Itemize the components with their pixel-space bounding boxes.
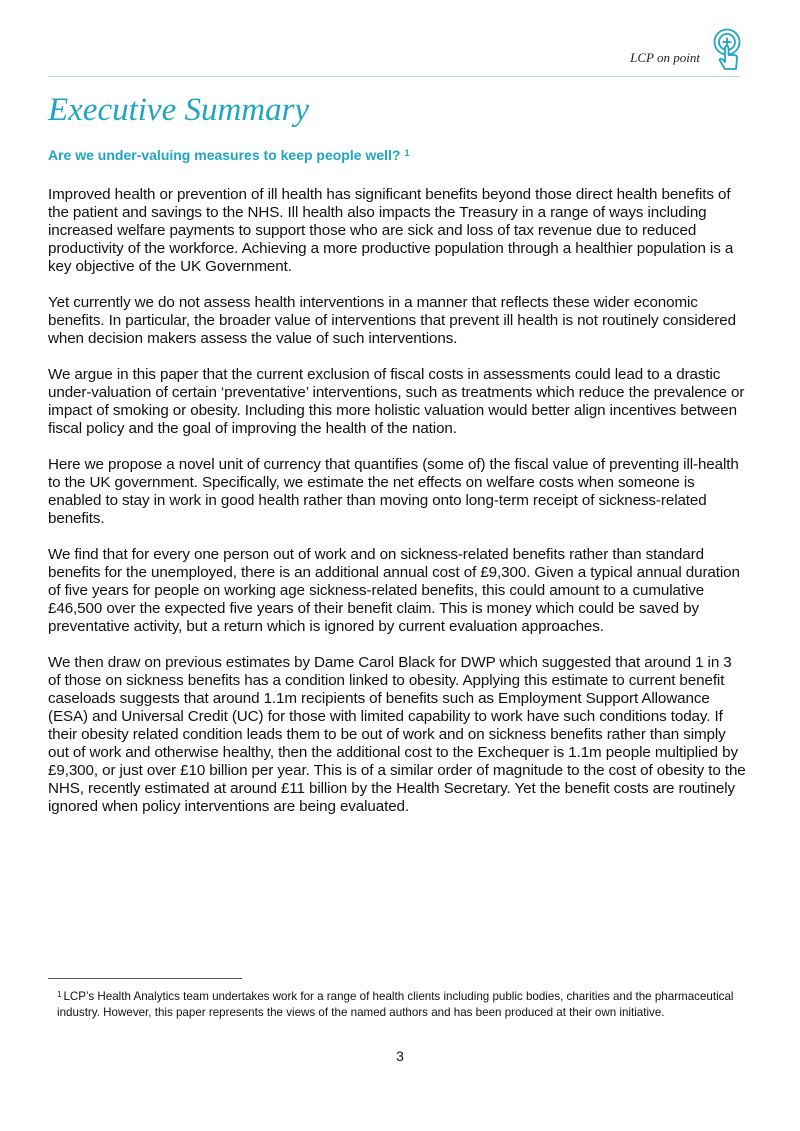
header-brand: LCP on point	[630, 50, 700, 65]
paragraph: Yet currently we do not assess health interventions in a manner that reflects these wider economic benefits. In particular, the broader value of interventions that prevent ill health is not routinely considered when decision makers assess the value of such interventions.	[48, 294, 736, 347]
subtitle-text: Are we under-valuing measures to keep people well?	[48, 147, 401, 163]
footnote-rule	[48, 978, 242, 979]
paragraph: We argue in this paper that the current exclusion of fiscal costs in assessments could lead to a drastic under-valuation of certain ‘preventative’ interventions, such as treatments which reduce the prevalence or impact of smoking or obesity. Including this more holistic valuation would better align incentives between fiscal policy and the goal of improving the health of the nation.	[48, 366, 745, 437]
page-title: Executive Summary	[48, 92, 310, 128]
touch-plus-icon	[712, 28, 744, 72]
footnote-text: LCP’s Health Analytics team undertakes work for a range of health clients including public bodies, charities and the pharmaceutical industry. However, this paper represents the views of the named authors and has been produced at their own initiative.	[57, 990, 734, 1019]
page-number: 3	[396, 1048, 404, 1064]
footnote-number: 1	[57, 990, 62, 999]
paragraph: We then draw on previous estimates by Dame Carol Black for DWP which suggested that around 1 in 3 of those on sickness benefits has a condition linked to obesity. Applying this estimate to current benefit caseloads suggests that around 1.1m recipients of benefits such as Employment Support Allowance (ESA) and Universal Credit (UC) for those with limited capability to work have such conditions today. If their obesity related condition leads them to be out of work and on sickness benefits rather than simply out of work and otherwise healthy, then the additional cost to the Exchequer is 1.1m people multiplied by £9,300, or just over £10 billion per year. This is of a similar order of magnitude to the cost of obesity to the NHS, recently estimated at around £11 billion by the Health Secretary. Yet the benefit costs are routinely ignored when policy interventions are being evaluated.	[48, 654, 746, 815]
paragraph: Improved health or prevention of ill health has significant benefits beyond those direct health benefits of the patient and savings to the NHS. Ill health also impacts the Treasury in a range of ways including increased welfare payments to support those who are sick and loss of tax revenue due to reduced productivity of the workforce. Achieving a more productive population through a healthier population is a key objective of the UK Government.	[48, 186, 734, 275]
footnote	[57, 987, 741, 1021]
footnote-reference[interactable]: 1	[404, 148, 410, 158]
body-text	[48, 186, 748, 834]
header-rule	[48, 76, 740, 77]
paragraph: We find that for every one person out of work and on sickness-related benefits rather than standard benefits for the unemployed, there is an additional annual cost of £9,300. Given a typical annual duration of five years for people on working age sickness-related benefits, this could amount to a cumulative £46,500 over the expected five years of their benefit claim. This is money which could be saved by preventative activity, but a return which is ignored by current evaluation approaches.	[48, 546, 740, 635]
paragraph: Here we propose a novel unit of currency that quantifies (some of) the fiscal value of preventing ill-health to the UK government. Specifically, we estimate the net effects on welfare costs when someone is enabled to stay in work in good health rather than moving onto long-term receipt of sickness-related benefits.	[48, 456, 739, 527]
section-subtitle	[48, 147, 409, 163]
